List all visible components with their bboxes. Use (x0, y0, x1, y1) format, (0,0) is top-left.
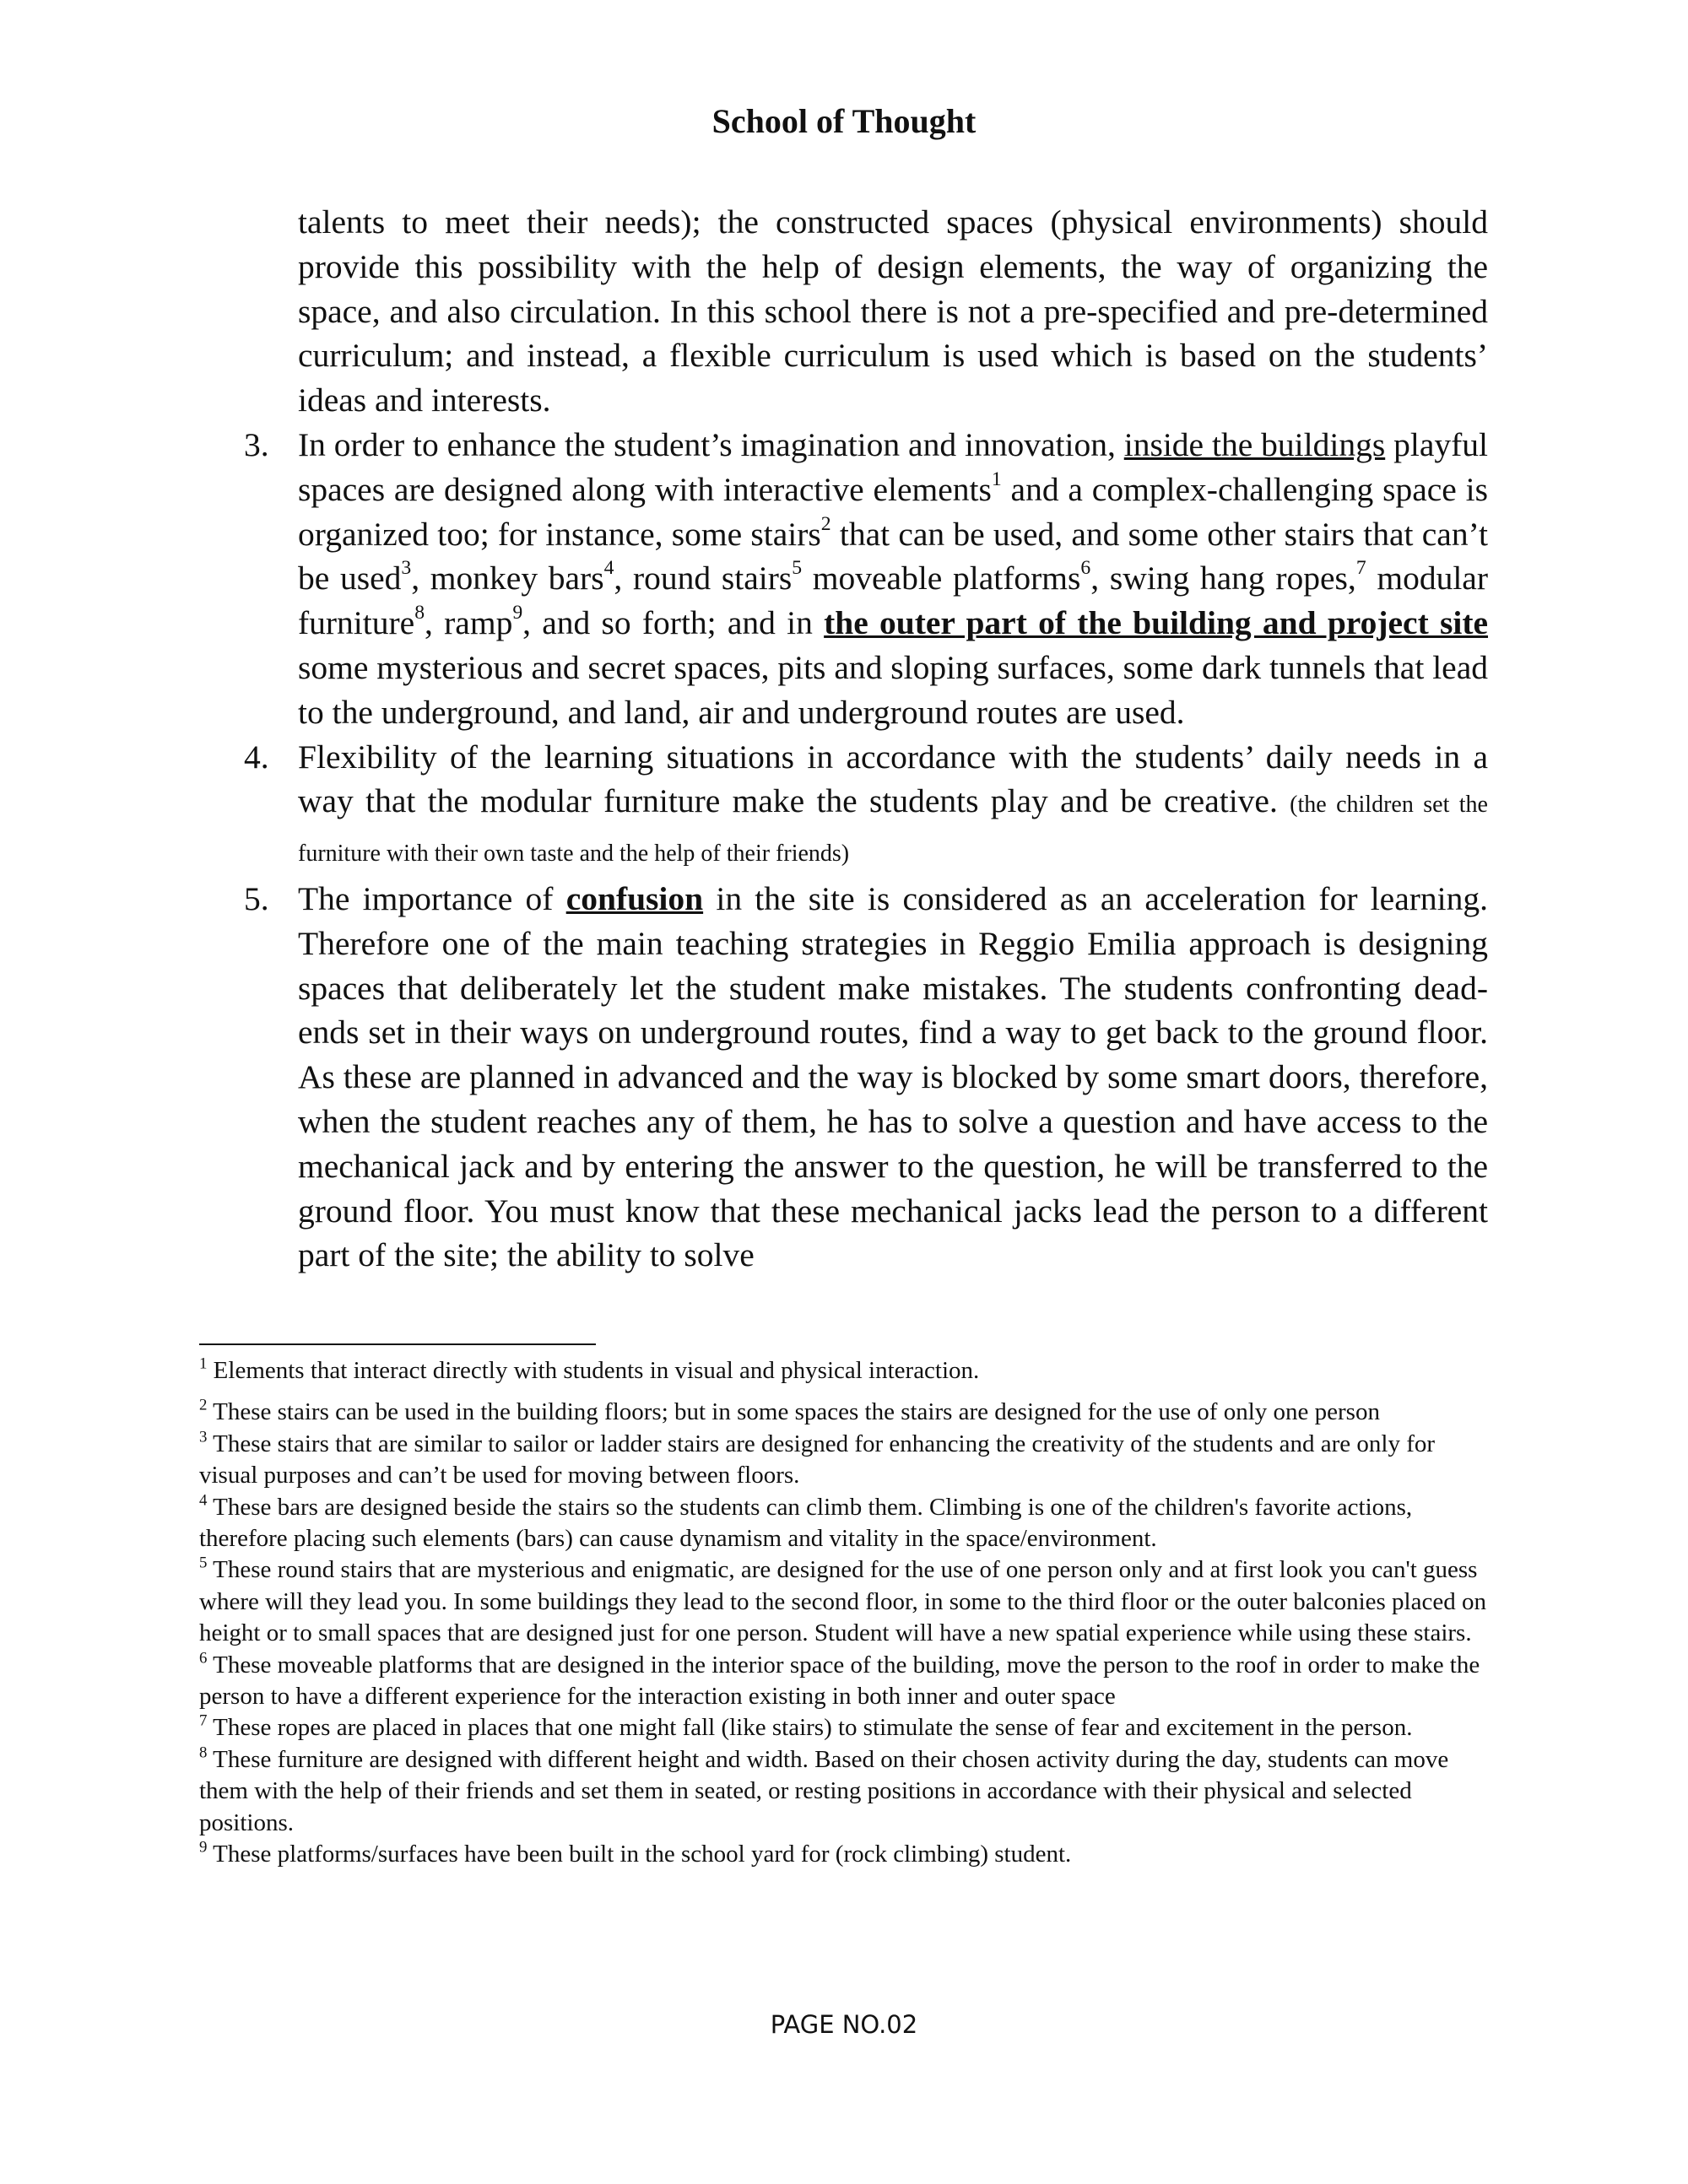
footnote-text: Elements that interact directly with students in visual and physical interaction. (207, 1357, 980, 1384)
item-text: , ramp (425, 604, 513, 642)
footnotes (199, 1355, 1491, 1871)
footnote (199, 1839, 1491, 1870)
item-text: , swing hang ropes, (1090, 560, 1356, 597)
footnote-ref: 1 (991, 468, 1002, 491)
item-text: moveable platforms (802, 560, 1081, 597)
footnote-separator (199, 1343, 596, 1345)
footnote-ref: 4 (603, 557, 614, 580)
item-text: and a complex-challenging space is organized too; for instance, some stairs (298, 470, 1488, 553)
footnote-mark: 1 (199, 1354, 208, 1373)
parenthetical-note: (the children set the furniture with their own taste and the help of their friends) (298, 792, 1488, 868)
item-text: modular furniture (298, 560, 1488, 642)
item-text: , and so forth; and in (522, 604, 825, 642)
item-text: playful spaces are designed along with interactive elements (298, 425, 1488, 508)
continuation-paragraph: talents to meet their needs); the constructed spaces (physical environments) should provide this possibility with the help of design elements, the way of organizing the space, and also circulation. In this school there is not a pre-specified and pre-determined curriculum; and instead, a flexible curriculum is used which is based on the students’ ideas and interests. (298, 203, 1488, 419)
list-number: 4. (244, 738, 269, 776)
footnote-mark: 9 (199, 1838, 208, 1857)
footnote-mark: 3 (199, 1428, 208, 1446)
footnote-text: These round stairs that are mysterious and enigmatic, are designed for the use of one person only and at first look you can't guess where will they lead you. In some buildings they lead to the second floor, in some to the third floor or the outer balconies placed on height or to small spaces that are designed just for one person. Student will have a new spatial experience while using these stairs. (199, 1556, 1486, 1647)
footnote-text: These platforms/surfaces have been built in the school yard for (rock climbing) student. (207, 1841, 1072, 1868)
footnote-ref: 7 (1355, 557, 1366, 580)
item-text: in the site is considered as an acceleration for learning. Therefore one of the main teaching strategies in Reggio Emilia approach is designing spaces that deliberately let the student make mistakes. The students confronting dead-ends set in their ways on underground routes, find a way to get back to the ground floor. As these are planned in advanced and the way is blocked by some smart doors, therefore, when the student reaches any of them, he has to solve a question and have access to the mechanical jack and by entering the answer to the question, he will be transferred to the ground floor. You must know that these mechanical jacks lead the person to a different part of the site; the ability to solve (298, 879, 1488, 1274)
footnote-text: These stairs that are similar to sailor or ladder stairs are designed for enhancing the creativity of the students and are only for visual purposes and can’t be used for moving between floors. (199, 1430, 1436, 1489)
item-text: , monkey bars (411, 560, 604, 597)
footnote-mark: 8 (199, 1743, 208, 1762)
footnote-mark: 7 (199, 1712, 208, 1731)
bold-underlined-phrase: confusion (565, 879, 704, 917)
footnote-mark: 5 (199, 1554, 208, 1573)
page-header-title: School of Thought (711, 102, 977, 140)
list-number: 5. (244, 879, 269, 917)
footnote-text: These moveable platforms that are designed in the interior space of the building, move the person to the roof in order to make the person to have a different experience for the interaction existing in both inner and outer space (199, 1651, 1480, 1711)
footnote (199, 1712, 1491, 1743)
footnote-ref: 9 (512, 602, 523, 624)
footnote-mark: 2 (199, 1397, 208, 1415)
list-item-4 (244, 735, 1488, 877)
footnote (199, 1650, 1491, 1713)
footnote (199, 1355, 1491, 1387)
footnote-mark: 6 (199, 1649, 208, 1668)
footnote (199, 1429, 1491, 1492)
footnote-text: These bars are designed beside the stairs so the students can climb them. Climbing is one of the children's favorite actions, therefore placing such elements (bars) can cause dynamism and vitality in the space/environment. (199, 1493, 1413, 1553)
footnote (199, 1554, 1491, 1649)
footnote (199, 1492, 1491, 1555)
item-text: In order to enhance the student’s imagination and innovation, (298, 425, 1124, 463)
list-item-5 (244, 877, 1488, 1278)
footnote (199, 1397, 1491, 1428)
item-text: that can be used, and some other stairs that can’t be used (298, 515, 1488, 597)
item-text: Flexibility of the learning situations in accordance with the students’ daily needs in a way that the modular furniture make the students play and be creative. (298, 738, 1488, 820)
item-text: , round stairs (614, 560, 793, 597)
bold-underlined-phrase: the outer part of the building and project site (824, 604, 1489, 642)
body-text (244, 200, 1489, 1278)
footnote-ref: 6 (1080, 557, 1091, 580)
footnote-mark: 4 (199, 1491, 208, 1510)
footnote-text: These stairs can be used in the building floors; but in some spaces the stairs are designed for the use of only one person (207, 1398, 1380, 1426)
item-text: The importance of (298, 879, 566, 917)
item-text: some mysterious and secret spaces, pits and sloping surfaces, some dark tunnels that lead to the underground, and land, air and underground routes are used. (298, 648, 1488, 731)
footnote-ref: 5 (792, 557, 803, 580)
footnote-ref: 2 (820, 512, 831, 535)
footnote (199, 1744, 1491, 1839)
page-number: PAGE NO.02 (770, 2010, 918, 2039)
underlined-phrase: inside the buildings (1123, 425, 1386, 463)
list-number: 3. (244, 425, 269, 463)
footnote-text: These ropes are placed in places that one might fall (like stairs) to stimulate the sense of fear and excitement in the person. (207, 1714, 1413, 1742)
list-item-3 (244, 423, 1489, 735)
footnote-text: These furniture are designed with different height and width. Based on their chosen activity during the day, students can move them with the help of their friends and set them in seated, or resting positions in accordance with their physical and selected positions. (199, 1745, 1449, 1836)
footnote-ref: 8 (414, 602, 425, 624)
footnote-ref: 3 (401, 557, 412, 580)
